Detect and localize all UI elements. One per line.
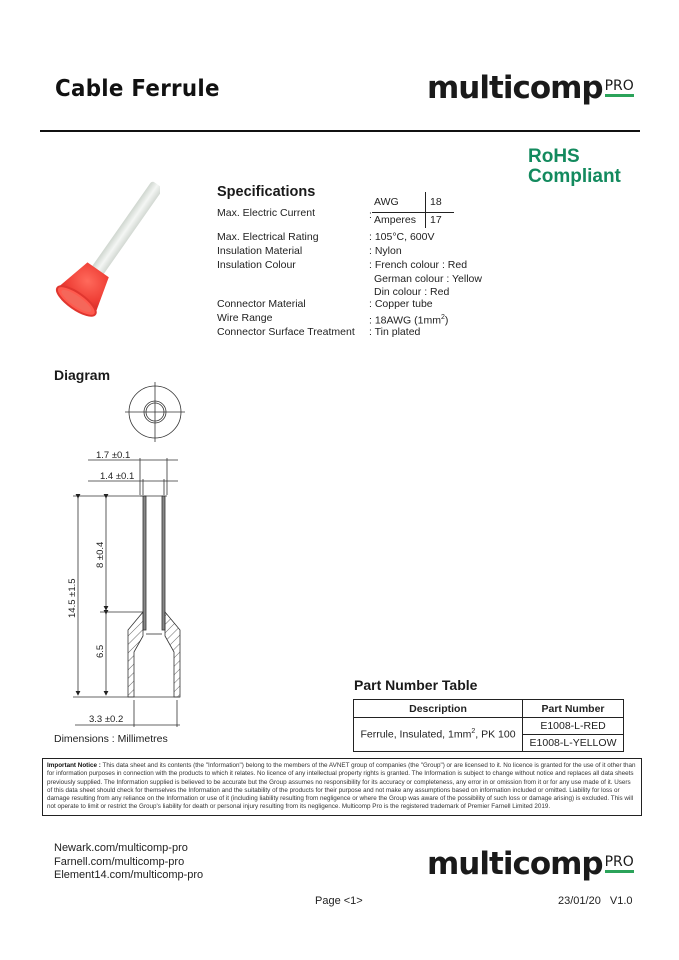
awg-vline (425, 192, 426, 228)
superscript: 2 (471, 728, 476, 736)
description-text: Ferrule, Insulated, 1mm (360, 728, 472, 741)
col-description: Description (354, 700, 523, 718)
page-title: Cable Ferrule (55, 76, 220, 102)
table-row (354, 718, 624, 735)
rohs-line1: RoHS (528, 146, 580, 167)
spec-value: : Copper tube (369, 298, 433, 310)
dim-sleeve-diameter: 3.3 ±0.2 (89, 714, 124, 725)
multicomp-pro-logo (427, 70, 634, 106)
rohs-badge (528, 147, 621, 187)
awg-label: AWG (374, 196, 399, 208)
ferrule-photo-icon (30, 180, 160, 340)
superscript: 2 (440, 314, 445, 321)
awg-amperes-table (368, 196, 454, 228)
date-version: 23/01/20 V1.0 (558, 895, 633, 907)
rohs-line2: Compliant (528, 166, 621, 187)
spec-label: Wire Range (217, 312, 273, 324)
footer-links (54, 842, 203, 883)
spec-list (217, 230, 517, 340)
spec-label: Connector Surface Treatment (217, 326, 355, 338)
description-end: , PK 100 (475, 728, 516, 741)
spec-label: Connector Material (217, 298, 306, 310)
specifications-heading: Specifications (217, 184, 316, 200)
multicomp-pro-logo-footer (427, 846, 634, 882)
col-part-number: Part Number (523, 700, 624, 718)
link-element14[interactable]: Element14.com/multicomp-pro (54, 869, 204, 881)
spec-label: Max. Electrical Rating (217, 231, 319, 243)
spec-value: : Tin plated (369, 326, 421, 338)
link-newark[interactable]: Newark.com/multicomp-pro (54, 842, 188, 854)
notice-text: This data sheet and its contents (the "Information") belong to the members of the AVNET group of companies (the "Group") or are licensed to it. No licence is granted for the use of it other than for information purposes in connection with the products to which it relates. No licence of any intellectual property rights is granted. The Information is subject to change without notice and replaces all data sheets previously supplied. The Information supplied is believed to be accurate but the Group assumes no responsibility for its accuracy or completeness, any error in or omission from it or for any use made of it. Users of this data sheet should check for themselves the Information and the suitability of the products for their purpose and not make any assumptions based on information included or omitted. Liability for loss or damage resulting from any reliance on the Information or use of it (including liability resulting from negligence or where the Group was aware of the possibility of such loss or damage arising) is excluded. This will not operate to limit or restrict the Group's liability for death or personal injury resulting from its negligence. Multicomp Pro is the registered trademark of Premier Farnell Limited 2019. (47, 762, 636, 811)
link-farnell[interactable]: Farnell.com/multicomp-pro (54, 855, 185, 868)
part-number-table (353, 699, 624, 752)
diagram-heading: Diagram (54, 367, 111, 383)
awg-hline (372, 212, 454, 213)
logo-pro-text: PRO (605, 79, 634, 97)
wire-range-value: : 18AWG (1mm (369, 314, 441, 327)
dim-tube-length: 8 ±0.4 (95, 541, 106, 568)
spec-label: Insulation Colour (217, 259, 296, 271)
amperes-value: 17 (430, 214, 442, 226)
important-notice (42, 758, 642, 816)
dim-outer-tube: 1.7 ±0.1 (96, 450, 131, 461)
spec-value: : 105°C, 600V (369, 231, 435, 243)
notice-label: Important Notice : (47, 762, 101, 769)
dim-sleeve-length: 6.5 (95, 644, 106, 658)
wire-range-end: ) (444, 314, 449, 327)
dimensions-note: Dimensions : Millimetres (54, 733, 168, 745)
awg-value: 18 (430, 196, 442, 208)
logo-pro-text: PRO (605, 855, 634, 873)
dim-total-length: 14.5 ±1.5 (67, 578, 78, 618)
spec-value: : French colour : Red (369, 259, 468, 271)
spec-colon: : (369, 209, 372, 221)
logo-main-text: multicomp (427, 846, 603, 882)
spec-value: German colour : Yellow (374, 273, 482, 285)
ferrule-dimension-drawing (0, 370, 260, 740)
dim-inner-tube: 1.4 ±0.1 (100, 471, 135, 482)
spec-value: : Nylon (369, 245, 402, 257)
part-number-cell: E1008-L-RED (523, 718, 624, 735)
spec-label: Insulation Material (217, 245, 303, 257)
logo-main-text: multicomp (427, 70, 603, 106)
amperes-label: Amperes (374, 214, 417, 226)
description-cell (354, 718, 523, 752)
spec-value: Din colour : Red (374, 286, 450, 298)
page-number: Page <1> (315, 895, 363, 907)
spec-label: Max. Electric Current (217, 207, 316, 219)
part-number-heading: Part Number Table (354, 677, 478, 693)
part-number-cell: E1008-L-YELLOW (523, 735, 624, 752)
header-divider (40, 130, 640, 132)
